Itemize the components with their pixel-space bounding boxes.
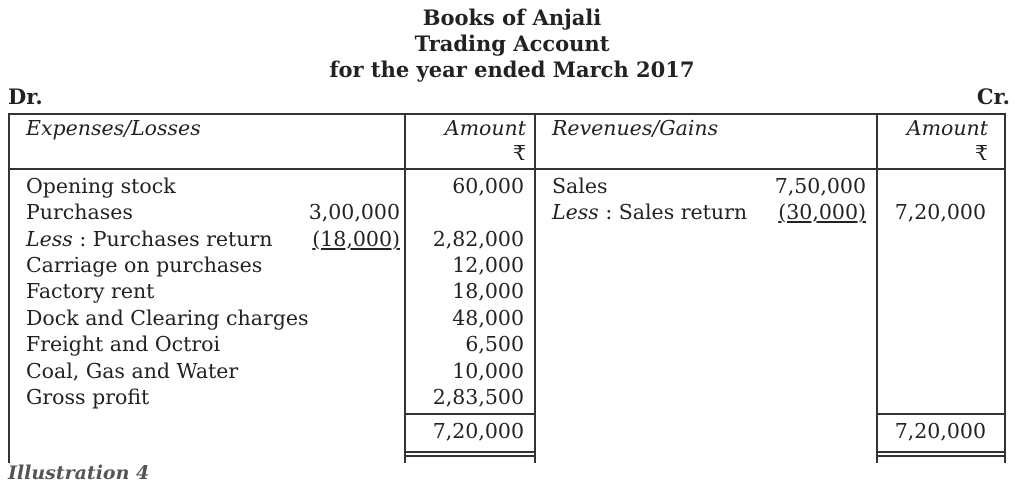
sales-return-text: : Sales return xyxy=(598,200,748,224)
gross-profit-label: Gross profit xyxy=(26,385,150,409)
purchases-return-inner-amount: (18,000) xyxy=(312,227,400,251)
company-title: Books of Anjali xyxy=(422,5,602,30)
dock-amount: 48,000 xyxy=(452,306,524,330)
col-divider-2 xyxy=(534,113,536,463)
revenues-header: Revenues/Gains xyxy=(552,116,719,140)
carriage-amount: 12,000 xyxy=(452,253,524,277)
period-title: for the year ended March 2017 xyxy=(329,57,695,82)
opening-stock-amount: 60,000 xyxy=(452,174,524,198)
double-underline-right xyxy=(876,451,1006,457)
debit-label: Dr. xyxy=(8,84,43,109)
sales-label: Sales xyxy=(552,174,608,198)
freight-label: Freight and Octroi xyxy=(26,332,221,356)
coal-amount: 10,000 xyxy=(452,359,524,383)
amount-header-right: Amount xyxy=(906,116,988,140)
net-sales-amount: 7,20,000 xyxy=(894,200,986,224)
header-divider xyxy=(8,168,1006,170)
net-purchases-amount: 2,82,000 xyxy=(432,227,524,251)
factory-rent-label: Factory rent xyxy=(26,279,155,303)
purchases-label: Purchases xyxy=(26,200,133,224)
carriage-label: Carriage on purchases xyxy=(26,253,263,277)
currency-symbol-left: ₹ xyxy=(512,141,526,165)
total-line-right xyxy=(876,413,1006,415)
coal-label: Coal, Gas and Water xyxy=(26,359,239,383)
credit-label: Cr. xyxy=(976,84,1010,109)
credit-total: 7,20,000 xyxy=(894,419,986,443)
total-line-left xyxy=(404,413,536,415)
less-text-credit: Less xyxy=(552,200,599,224)
illustration-caption: Illustration 4 xyxy=(8,462,150,484)
sales-inner-amount: 7,50,000 xyxy=(774,174,866,198)
right-border xyxy=(1004,113,1006,463)
debit-total: 7,20,000 xyxy=(432,419,524,443)
trading-account-table xyxy=(8,113,1006,463)
expenses-header: Expenses/Losses xyxy=(26,116,201,140)
currency-symbol-right: ₹ xyxy=(974,141,988,165)
left-border xyxy=(8,113,10,463)
amount-header-left: Amount xyxy=(444,116,526,140)
account-title: Trading Account xyxy=(414,31,610,56)
dock-label: Dock and Clearing charges xyxy=(26,306,309,330)
double-underline-left xyxy=(404,451,536,457)
factory-rent-amount: 18,000 xyxy=(452,279,524,303)
less-text: Less xyxy=(26,227,73,251)
purchases-inner-amount: 3,00,000 xyxy=(308,200,400,224)
opening-stock-label: Opening stock xyxy=(26,174,176,198)
freight-amount: 6,500 xyxy=(465,332,524,356)
gross-profit-amount: 2,83,500 xyxy=(432,385,524,409)
sales-return-inner-amount: (30,000) xyxy=(778,200,866,224)
purchases-return-text: : Purchases return xyxy=(72,227,273,251)
